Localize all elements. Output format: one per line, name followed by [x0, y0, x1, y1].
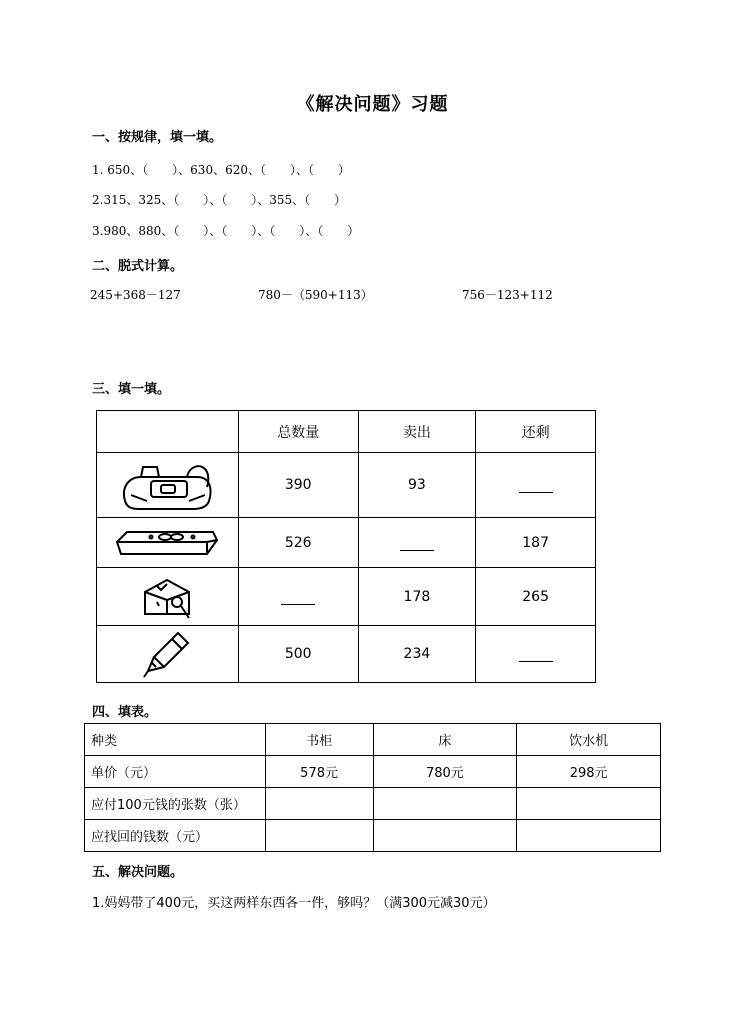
- inventory-header-row: [97, 411, 596, 453]
- section-2-heading: 二、脱式计算。: [92, 259, 184, 274]
- table-row: [85, 788, 661, 820]
- row-label-notes-count: 应付100元钱的张数（张）: [85, 788, 266, 820]
- pencil-sharpener-icon: [137, 572, 197, 622]
- total-cell: 526: [238, 518, 358, 568]
- header-cell-water-dispenser: 饮水机: [517, 724, 661, 756]
- section-3-heading: 三、填一填。: [92, 382, 171, 397]
- header-cell-sold: 卖出: [358, 411, 476, 453]
- pencil-case-icon: [113, 526, 221, 560]
- table-row: [97, 568, 596, 626]
- row-label-change: 应找回的钱数（元）: [85, 820, 266, 852]
- item-picture-cell: [97, 453, 239, 518]
- price-cell: 298元: [517, 756, 661, 788]
- section-4-heading: 四、填表。: [92, 705, 158, 720]
- total-cell: 500: [238, 626, 358, 683]
- sold-cell: 93: [358, 453, 476, 518]
- item-picture-cell: [97, 626, 239, 683]
- sold-blank[interactable]: [358, 518, 476, 568]
- table-row: [97, 518, 596, 568]
- pattern-line-2: 2.315、325、（ ）、（ ）、355、（ ）: [92, 193, 347, 207]
- price-cell: 780元: [373, 756, 517, 788]
- remaining-cell: 265: [476, 568, 596, 626]
- row-label-unit-price: 单价（元）: [85, 756, 266, 788]
- header-cell-item: [97, 411, 239, 453]
- answer-cell[interactable]: [373, 820, 517, 852]
- inventory-table: [96, 410, 596, 683]
- question-1: 1.妈妈带了400元，买这两样东西各一件，够吗？（满300元减30元）: [92, 896, 496, 911]
- bag-icon: [117, 457, 217, 513]
- total-blank[interactable]: [238, 568, 358, 626]
- section-1-heading: 一、按规律，填一填。: [92, 130, 223, 145]
- price-table: [84, 723, 661, 852]
- expression-3: 756－123+112: [462, 288, 553, 302]
- answer-cell[interactable]: [265, 820, 373, 852]
- price-header-row: [85, 724, 661, 756]
- item-picture-cell: [97, 518, 239, 568]
- answer-cell[interactable]: [265, 788, 373, 820]
- header-cell-remaining: 还剩: [476, 411, 596, 453]
- sold-cell: 178: [358, 568, 476, 626]
- section-5-heading: 五、解决问题。: [92, 865, 184, 880]
- expression-1: 245+368－127: [90, 288, 181, 302]
- pen-icon: [142, 629, 192, 679]
- total-cell: 390: [238, 453, 358, 518]
- price-cell: 578元: [265, 756, 373, 788]
- table-row: [85, 820, 661, 852]
- header-cell-kind: 种类: [85, 724, 266, 756]
- expression-2: 780－（590+113）: [258, 288, 373, 302]
- item-picture-cell: [97, 568, 239, 626]
- remaining-blank[interactable]: [476, 626, 596, 683]
- sold-cell: 234: [358, 626, 476, 683]
- page-title: 《解决问题》习题: [296, 94, 449, 115]
- remaining-blank[interactable]: [476, 453, 596, 518]
- header-cell-bed: 床: [373, 724, 517, 756]
- answer-cell[interactable]: [517, 788, 661, 820]
- pattern-line-3: 3.980、880、（ ）、（ ）、（ ）、（ ）: [92, 224, 360, 238]
- answer-cell[interactable]: [373, 788, 517, 820]
- answer-cell[interactable]: [517, 820, 661, 852]
- header-cell-total: 总数量: [238, 411, 358, 453]
- table-row: [97, 626, 596, 683]
- table-row: [85, 756, 661, 788]
- remaining-cell: 187: [476, 518, 596, 568]
- table-row: [97, 453, 596, 518]
- header-cell-bookcase: 书柜: [265, 724, 373, 756]
- pattern-line-1: 1. 650、（ ）、630、620、（ ）、（ ）: [92, 163, 350, 177]
